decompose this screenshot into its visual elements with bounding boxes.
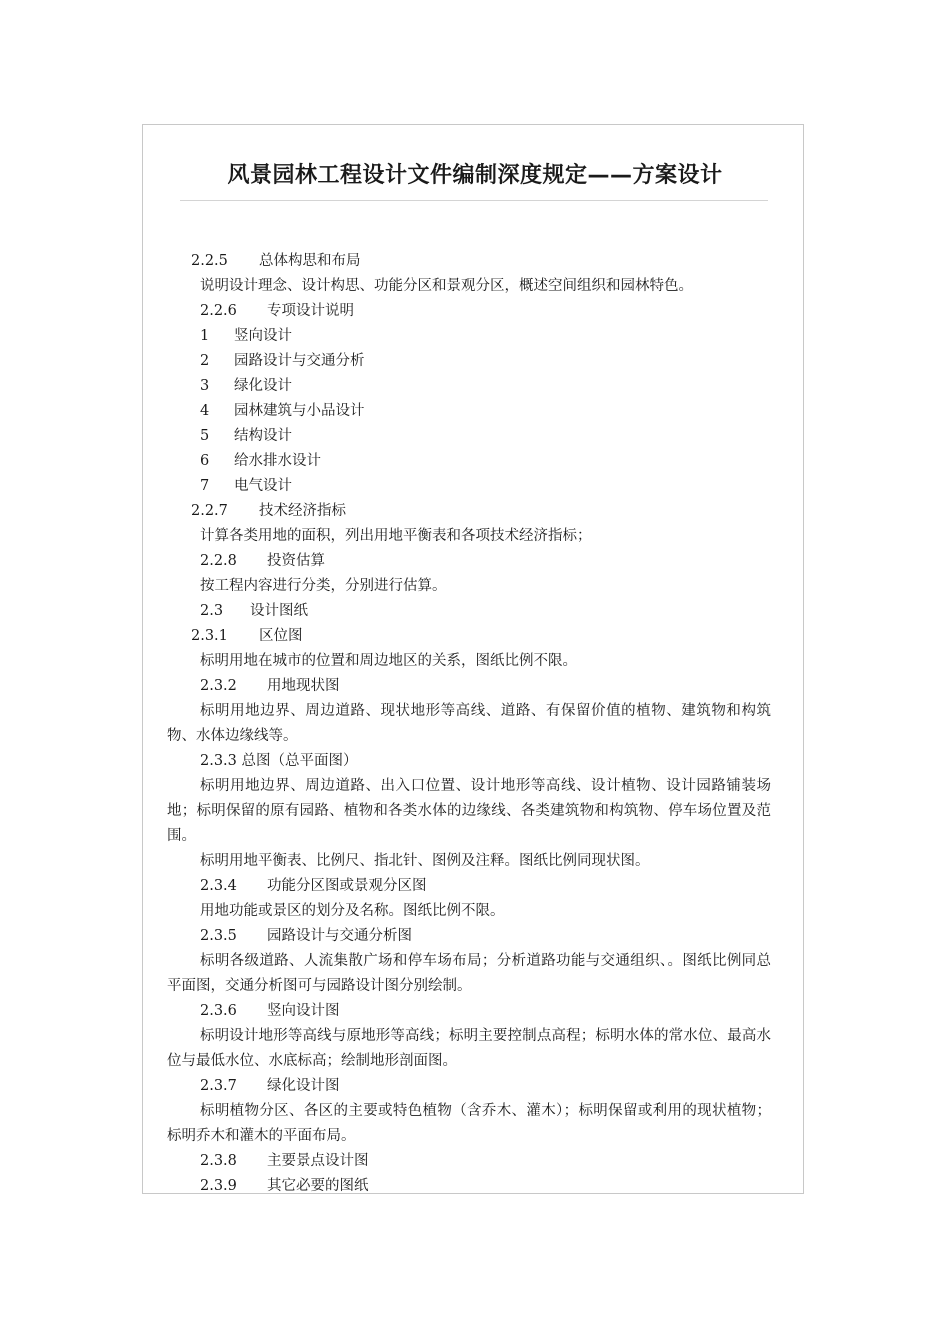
section-heading-2-3-4 — [167, 874, 771, 899]
document-title: 风景园林工程设计文件编制深度规定——方案设计 — [227, 163, 723, 188]
paragraph: 标明植物分区、各区的主要或特色植物（含乔木、灌木）；标明保留或利用的现状植物；标明乔木和灌木的平面布局。 — [167, 1103, 771, 1144]
item-label: 园林建筑与小品设计 — [234, 403, 365, 419]
item-number: 3 — [200, 378, 210, 394]
paragraph: 用地功能或景区的划分及名称。图纸比例不限。 — [200, 903, 505, 919]
section-number: 2.3.9 — [200, 1178, 237, 1194]
section-label: 绿化设计图 — [267, 1078, 340, 1094]
item-label: 园路设计与交通分析 — [234, 353, 365, 369]
section-label: 竖向设计图 — [267, 1003, 340, 1019]
section-heading-2-3-5 — [167, 924, 771, 949]
section-number: 2.3.8 — [200, 1153, 237, 1169]
section-label: 用地现状图 — [267, 678, 340, 694]
item-label: 电气设计 — [234, 478, 292, 494]
item-label: 给水排水设计 — [234, 453, 321, 469]
section-heading-2-3-2 — [167, 674, 771, 699]
section-heading-2-3 — [167, 599, 771, 624]
item-number: 5 — [200, 428, 210, 444]
section-heading-2-2-8 — [167, 549, 771, 574]
section-label: 其它必要的图纸 — [267, 1178, 369, 1194]
section-heading-2-3-9 — [167, 1174, 771, 1199]
section-number: 2.2.6 — [200, 303, 237, 319]
paragraph: 标明用地边界、周边道路、现状地形等高线、道路、有保留价值的植物、建筑物和构筑物、水体边缘线等。 — [167, 703, 771, 744]
section-number: 2.3.1 — [191, 628, 228, 644]
item-number: 6 — [200, 453, 210, 469]
section-number: 2.3.6 — [200, 1003, 237, 1019]
section-heading-2-3-3: 2.3.3 总图（总平面图） — [200, 753, 358, 769]
section-heading-2-3-1 — [167, 624, 771, 649]
paragraph: 按工程内容进行分类，分别进行估算。 — [200, 578, 447, 594]
paragraph: 标明用地边界、周边道路、出入口位置、设计地形等高线、设计植物、设计园路铺装场地；标明保留的原有园路、植物和各类水体的边缘线、各类建筑物和构筑物、停车场位置及范围。 — [167, 778, 771, 844]
list-item — [167, 349, 771, 374]
section-label: 主要景点设计图 — [267, 1153, 369, 1169]
section-label: 投资估算 — [267, 553, 325, 569]
section-label: 园路设计与交通分析图 — [267, 928, 412, 944]
section-number: 2.3 — [200, 603, 224, 619]
list-item — [167, 324, 771, 349]
paragraph: 标明用地平衡表、比例尺、指北针、图例及注释。图纸比例同现状图。 — [200, 853, 650, 869]
list-item — [167, 399, 771, 424]
paragraph: 标明用地在城市的位置和周边地区的关系，图纸比例不限。 — [200, 653, 577, 669]
section-number: 2.3.7 — [200, 1078, 237, 1094]
section-label: 专项设计说明 — [267, 303, 354, 319]
section-heading-2-2-7 — [167, 499, 771, 524]
list-item — [167, 474, 771, 499]
title-divider — [180, 200, 768, 201]
section-number: 2.2.5 — [191, 253, 228, 269]
section-label: 设计图纸 — [250, 603, 308, 619]
item-label: 竖向设计 — [234, 328, 292, 344]
paragraph: 计算各类用地的面积，列出用地平衡表和各项技术经济指标； — [200, 528, 592, 544]
section-label: 区位图 — [259, 628, 303, 644]
paragraph: 标明设计地形等高线与原地形等高线；标明主要控制点高程；标明水体的常水位、最高水位与最低水位、水底标高；绘制地形剖面图。 — [167, 1028, 771, 1069]
section-heading-2-2-6 — [167, 299, 771, 324]
section-heading-2-3-8 — [167, 1149, 771, 1174]
section-heading-2-2-5 — [167, 249, 771, 274]
item-number: 4 — [200, 403, 210, 419]
item-number: 1 — [200, 328, 210, 344]
section-number: 2.3.5 — [200, 928, 237, 944]
section-heading-2-3-6 — [167, 999, 771, 1024]
section-number: 2.3.4 — [200, 878, 237, 894]
section-number: 2.3.2 — [200, 678, 237, 694]
document-body — [167, 249, 771, 1199]
item-number: 7 — [200, 478, 210, 494]
item-label: 结构设计 — [234, 428, 292, 444]
section-number: 2.2.8 — [200, 553, 237, 569]
section-number: 2.2.7 — [191, 503, 228, 519]
section-label: 功能分区图或景观分区图 — [267, 878, 427, 894]
paragraph: 标明各级道路、人流集散广场和停车场布局；分析道路功能与交通组织、。图纸比例同总平面图，交通分析图可与园路设计图分别绘制。 — [167, 953, 771, 994]
section-heading-2-3-7 — [167, 1074, 771, 1099]
list-item — [167, 449, 771, 474]
item-label: 绿化设计 — [234, 378, 292, 394]
section-label: 技术经济指标 — [259, 503, 346, 519]
item-number: 2 — [200, 353, 210, 369]
section-label: 总体构思和布局 — [259, 253, 361, 269]
list-item — [167, 374, 771, 399]
paragraph: 说明设计理念、设计构思、功能分区和景观分区，概述空间组织和园林特色。 — [200, 278, 693, 294]
list-item — [167, 424, 771, 449]
